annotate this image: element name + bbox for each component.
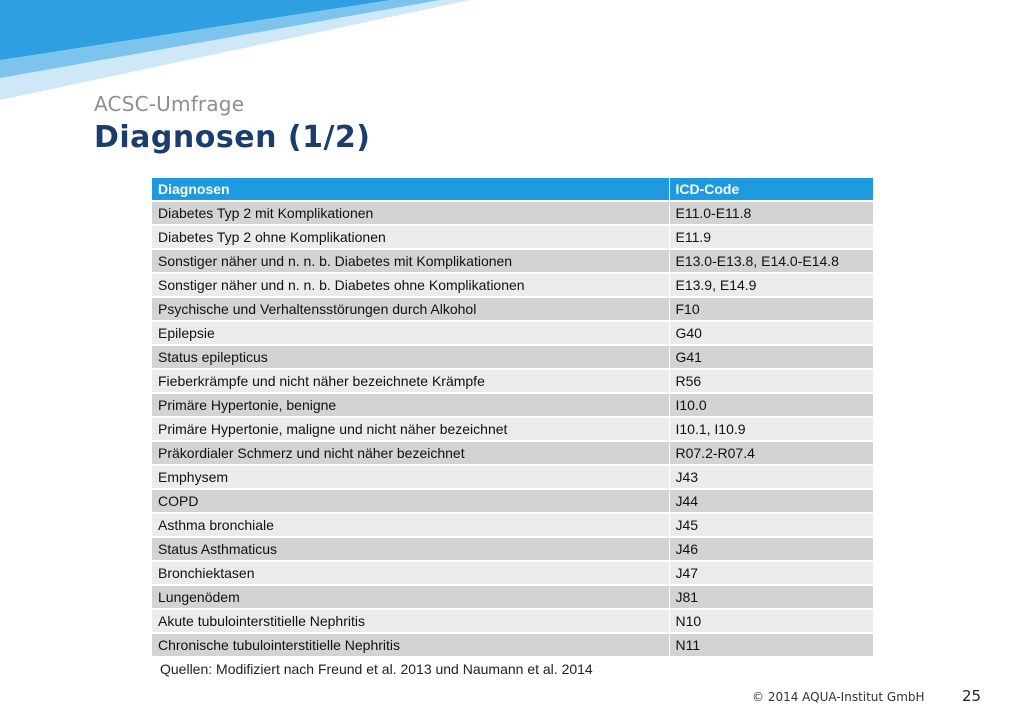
column-header-diagnoses: Diagnosen (152, 178, 669, 201)
table-row (152, 369, 873, 393)
diagnosis-cell: Lungenödem (152, 585, 669, 609)
table-row (152, 249, 873, 273)
icd-code-cell: E13.0-E13.8, E14.0-E14.8 (669, 249, 873, 273)
diagnosis-cell: Bronchiektasen (152, 561, 669, 585)
table-row (152, 345, 873, 369)
diagnosis-cell: Status Asthmaticus (152, 537, 669, 561)
diagnosis-cell: Sonstiger näher und n. n. b. Diabetes ohne Komplikationen (152, 273, 669, 297)
source-note: Quellen: Modifiziert nach Freund et al. 2013 und Naumann et al. 2014 (160, 661, 593, 677)
table-row (152, 297, 873, 321)
icd-code-cell: E11.0-E11.8 (669, 201, 873, 225)
table-row (152, 537, 873, 561)
table-row (152, 609, 873, 633)
diagnosis-cell: COPD (152, 489, 669, 513)
table-row (152, 441, 873, 465)
icd-code-cell: N10 (669, 609, 873, 633)
table-row (152, 489, 873, 513)
icd-code-cell: J47 (669, 561, 873, 585)
icd-code-cell: E11.9 (669, 225, 873, 249)
table-row (152, 201, 873, 225)
icd-code-cell: J43 (669, 465, 873, 489)
table-row (152, 393, 873, 417)
icd-code-cell: R56 (669, 369, 873, 393)
table-row (152, 417, 873, 441)
copyright-notice: © 2014 AQUA-Institut GmbH (752, 690, 925, 704)
diagnosis-cell: Emphysem (152, 465, 669, 489)
diagnosis-cell: Primäre Hypertonie, maligne und nicht näher bezeichnet (152, 417, 669, 441)
diagnosis-cell: Status epilepticus (152, 345, 669, 369)
icd-code-cell: J81 (669, 585, 873, 609)
diagnosis-cell: Präkordialer Schmerz und nicht näher bezeichnet (152, 441, 669, 465)
diagnosis-cell: Fieberkrämpfe und nicht näher bezeichnete Krämpfe (152, 369, 669, 393)
slide-title: Diagnosen (1/2) (94, 120, 371, 155)
table-header-row (152, 178, 873, 201)
table-row (152, 585, 873, 609)
diagnosis-cell: Psychische und Verhaltensstörungen durch Alkohol (152, 297, 669, 321)
diagnosis-cell: Sonstiger näher und n. n. b. Diabetes mit Komplikationen (152, 249, 669, 273)
table-row (152, 465, 873, 489)
icd-code-cell: G41 (669, 345, 873, 369)
icd-code-cell: J46 (669, 537, 873, 561)
icd-code-cell: I10.0 (669, 393, 873, 417)
icd-code-cell: J44 (669, 489, 873, 513)
diagnosis-cell: Primäre Hypertonie, benigne (152, 393, 669, 417)
column-header-icd-code: ICD-Code (669, 178, 873, 201)
table-row (152, 321, 873, 345)
table-row (152, 513, 873, 537)
diagnosis-cell: Diabetes Typ 2 ohne Komplikationen (152, 225, 669, 249)
table-row (152, 273, 873, 297)
diagnoses-table (152, 178, 873, 656)
table-row (152, 561, 873, 585)
icd-code-cell: F10 (669, 297, 873, 321)
diagnosis-cell: Diabetes Typ 2 mit Komplikationen (152, 201, 669, 225)
diagnosis-cell: Akute tubulointerstitielle Nephritis (152, 609, 669, 633)
diagnosis-cell: Epilepsie (152, 321, 669, 345)
diagnosis-cell: Asthma bronchiale (152, 513, 669, 537)
icd-code-cell: E13.9, E14.9 (669, 273, 873, 297)
table-row (152, 225, 873, 249)
slide-subtitle: ACSC-Umfrage (94, 92, 245, 116)
icd-code-cell: N11 (669, 633, 873, 656)
page-number: 25 (962, 687, 982, 705)
icd-code-cell: J45 (669, 513, 873, 537)
diagnosis-cell: Chronische tubulointerstitielle Nephritis (152, 633, 669, 656)
icd-code-cell: I10.1, I10.9 (669, 417, 873, 441)
icd-code-cell: G40 (669, 321, 873, 345)
table-row (152, 633, 873, 656)
icd-code-cell: R07.2-R07.4 (669, 441, 873, 465)
